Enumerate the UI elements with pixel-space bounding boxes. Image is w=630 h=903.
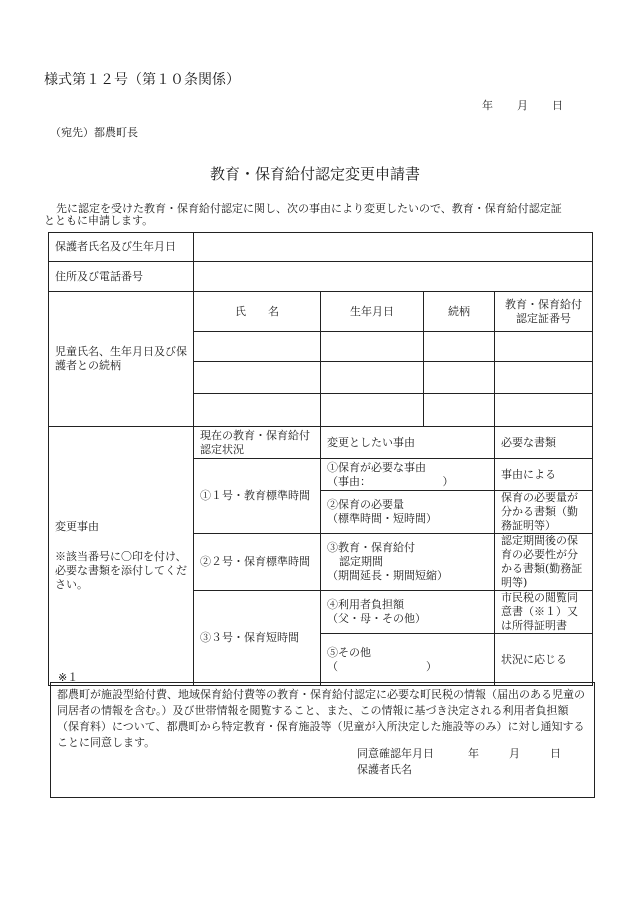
addressee: （宛先）都農町長	[50, 126, 138, 139]
date-line	[482, 97, 563, 113]
intro-text	[44, 203, 592, 227]
child-relation-cell[interactable]	[424, 362, 495, 394]
guardian-field[interactable]	[194, 233, 593, 262]
doc-3: 認定期間後の保育の必要性が分かる書類(勤務証明等)	[495, 534, 593, 591]
note-mark: ※１	[58, 671, 79, 684]
guardian-name-label: 保護者氏名	[357, 763, 412, 776]
status-option-3[interactable]: ③３号・保育短時間	[194, 591, 321, 686]
page-title: 教育・保育給付認定変更申請書	[209, 165, 420, 183]
guardian-label: 保護者氏名及び生年月日	[49, 233, 194, 262]
change-reason-cell	[49, 427, 194, 686]
doc-5: 状況に応じる	[495, 634, 593, 686]
docs-header: 必要な書類	[495, 427, 593, 459]
consent-box	[50, 682, 595, 798]
current-status-header: 現在の教育・保育給付認定状況	[194, 427, 321, 459]
child-cert-cell[interactable]	[495, 362, 593, 394]
reason-header: 変更としたい事由	[321, 427, 495, 459]
col-cert-header: 教育・保育給付認定証番号	[495, 292, 593, 332]
child-cert-cell[interactable]	[495, 332, 593, 362]
reason-option-2[interactable]: ②保育の必要量 （標準時間・短時間）	[321, 491, 495, 534]
intro-line-2: とともに申請します。	[44, 214, 154, 227]
consent-text: 都農町が施設型給付費、地域保育給付費等の教育・保育給付認定に必要な町民税の情報（届出のある児童の同居者の情報を含む。）及び世帯情報を閲覧すること、また、この情報に基づき決定される利用者負担額（保育料）について、都農町から特定教育・保育施設等（児童が入所決定した施設等のみ）に対し通知することに同意します。	[57, 688, 585, 749]
child-relation-cell[interactable]	[424, 394, 495, 427]
intro-line-1: 先に認定を受けた教育・保育給付認定に関し、次の事由により変更したいので、教育・保育給付認定証	[56, 203, 562, 215]
application-table	[48, 232, 593, 686]
reason-option-4[interactable]: ④利用者負担額 （父・母・その他）	[321, 591, 495, 634]
form-number: 様式第１２号（第１０条関係）	[44, 72, 240, 88]
consent-year: 年	[468, 747, 479, 760]
consent-date-line	[357, 746, 561, 762]
date-year: 年	[482, 99, 493, 112]
consent-month: 月	[509, 747, 520, 760]
child-name-cell[interactable]	[194, 332, 321, 362]
reason-option-5[interactable]: ⑤その他 （ ）	[321, 634, 495, 686]
doc-1: 事由による	[495, 459, 593, 491]
address-label: 住所及び電話番号	[49, 262, 194, 292]
doc-4: 市民税の閲覧同意書（※１）又は所得証明書	[495, 591, 593, 634]
child-birth-cell[interactable]	[321, 394, 424, 427]
col-birth-header: 生年月日	[321, 292, 424, 332]
child-label: 児童氏名、生年月日及び保護者との続柄	[49, 292, 194, 427]
child-name-cell[interactable]	[194, 394, 321, 427]
doc-2: 保育の必要量が分かる書類（勤務証明等）	[495, 491, 593, 534]
child-relation-cell[interactable]	[424, 332, 495, 362]
status-option-2[interactable]: ②２号・保育標準時間	[194, 534, 321, 591]
status-option-1[interactable]: ①１号・教育標準時間	[194, 459, 321, 534]
col-relation-header: 続柄	[424, 292, 495, 332]
consent-day: 日	[550, 747, 561, 760]
col-name-header: 氏 名	[194, 292, 321, 332]
child-name-cell[interactable]	[194, 362, 321, 394]
date-day: 日	[552, 99, 563, 112]
change-note: ※該当番号に〇印を付け、必要な書類を添付してください。	[55, 550, 187, 591]
change-label: 変更事由	[55, 520, 99, 533]
address-field[interactable]	[194, 262, 593, 292]
child-cert-cell[interactable]	[495, 394, 593, 427]
reason-option-3[interactable]: ③教育・保育給付 認定期間 （期間延長・期間短縮）	[321, 534, 495, 591]
reason-option-1[interactable]: ①保育が必要な事由 （事由： ）	[321, 459, 495, 491]
child-birth-cell[interactable]	[321, 332, 424, 362]
date-month: 月	[517, 99, 528, 112]
consent-date-label: 同意確認年月日	[357, 747, 434, 760]
child-birth-cell[interactable]	[321, 362, 424, 394]
